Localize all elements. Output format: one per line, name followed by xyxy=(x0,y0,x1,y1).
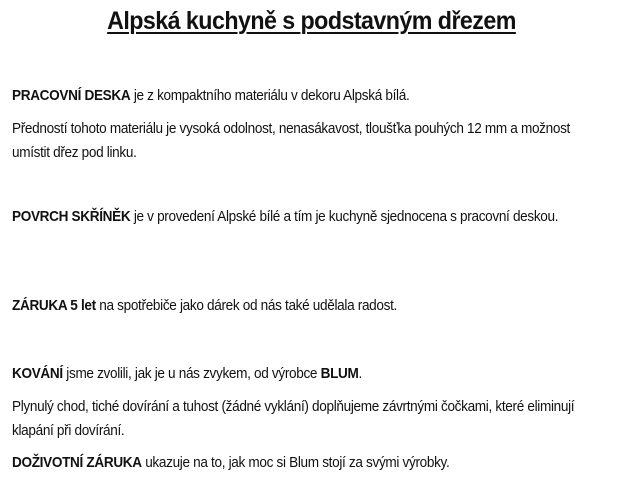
bold-label: PRACOVNÍ DESKA xyxy=(12,88,131,104)
paragraph-hardware-intro xyxy=(12,362,575,386)
brand-name: BLUM xyxy=(320,366,359,382)
paragraph-cabinet-surface xyxy=(12,205,575,229)
paragraph-text: je v provedení Alpské bílé a tím je kuchyně sjednocena s pracovní deskou. xyxy=(130,209,559,225)
paragraph-warranty xyxy=(12,294,575,318)
paragraph-lifetime-warranty xyxy=(12,451,575,475)
paragraph-text-end: . xyxy=(358,366,362,382)
paragraph-text: Plynulý chod, tiché dovírání a tuhost (žádné vyklání) doplňujeme závrtnými čočkami, které eliminují klapání při dovírání. xyxy=(12,399,575,439)
paragraph-text: ukazuje na to, jak moc si Blum stojí za svými výrobky. xyxy=(141,455,450,471)
page-title: Alpská kuchyně s podstavným dřezem xyxy=(107,7,516,35)
bold-label: KOVÁNÍ xyxy=(12,366,63,382)
paragraph-countertop-intro xyxy=(12,84,575,108)
bold-label: ZÁRUKA 5 let xyxy=(12,298,96,314)
paragraph-text: je z kompaktního materiálu v dekoru Alpská bílá. xyxy=(130,88,410,104)
paragraph-countertop-details xyxy=(12,117,575,165)
paragraph-text: jsme zvolili, jak je u nás zvykem, od výrobce xyxy=(62,366,321,382)
bold-label: POVRCH SKŘÍNĚK xyxy=(12,209,131,225)
bold-label: DOŽIVOTNÍ ZÁRUKA xyxy=(12,455,142,471)
paragraph-text: na spotřebiče jako dárek od nás také udělala radost. xyxy=(95,298,397,314)
paragraph-text: Předností tohoto materiálu je vysoká odolnost, nenasákavost, tloušťka pouhých 12 mm a možnost umístit dřez pod linku. xyxy=(12,121,570,161)
paragraph-hardware-details xyxy=(12,395,575,443)
